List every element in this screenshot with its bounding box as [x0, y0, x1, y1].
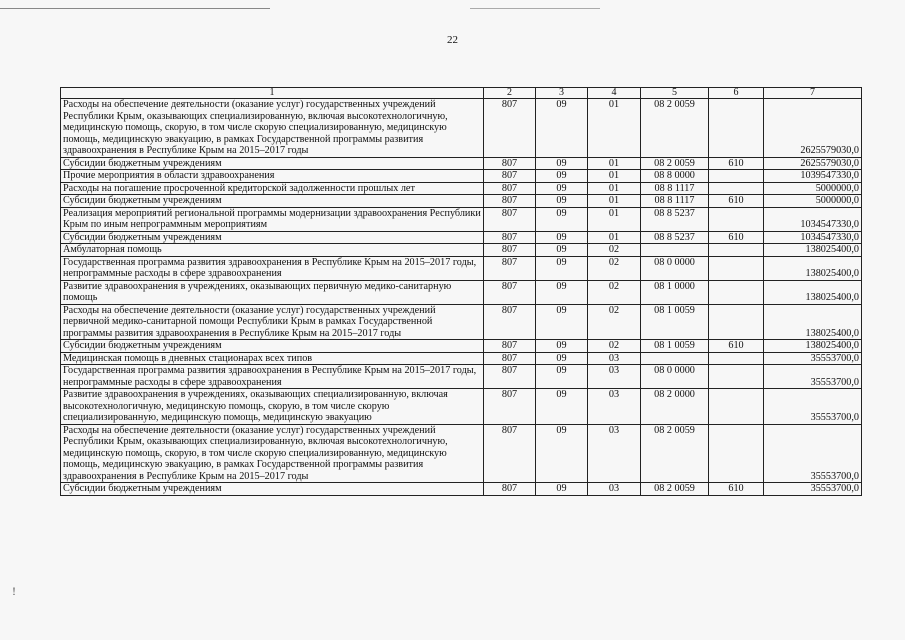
row-description: Расходы на погашение просроченной кредиторской задолженности прошлых лет: [61, 182, 484, 195]
header-col-4: 4: [588, 88, 641, 99]
row-subsection: 02: [588, 340, 641, 353]
table-row: [61, 280, 862, 304]
row-expense-type: 610: [709, 340, 764, 353]
row-subsection: 03: [588, 352, 641, 365]
row-amount: 2625579030,0: [764, 157, 862, 170]
row-amount: 35553700,0: [764, 352, 862, 365]
table-row: [61, 170, 862, 183]
row-target-item: [641, 352, 709, 365]
row-section: 09: [536, 280, 588, 304]
row-gov-code: 807: [484, 157, 536, 170]
header-col-7: 7: [764, 88, 862, 99]
row-expense-type: [709, 244, 764, 257]
row-target-item: 08 8 5237: [641, 231, 709, 244]
row-target-item: 08 8 5237: [641, 207, 709, 231]
row-amount: 5000000,0: [764, 182, 862, 195]
row-section: 09: [536, 256, 588, 280]
row-subsection: 01: [588, 99, 641, 158]
row-section: 09: [536, 170, 588, 183]
header-col-1: 1: [61, 88, 484, 99]
row-amount: 138025400,0: [764, 244, 862, 257]
row-target-item: 08 0 0000: [641, 365, 709, 389]
row-subsection: 01: [588, 231, 641, 244]
row-expense-type: [709, 170, 764, 183]
row-subsection: 01: [588, 207, 641, 231]
row-target-item: 08 8 0000: [641, 170, 709, 183]
row-subsection: 02: [588, 244, 641, 257]
row-gov-code: 807: [484, 170, 536, 183]
row-subsection: 02: [588, 256, 641, 280]
table-header-row: [61, 88, 862, 99]
row-amount: 138025400,0: [764, 280, 862, 304]
row-target-item: 08 2 0000: [641, 389, 709, 425]
row-description: Расходы на обеспечение деятельности (оказание услуг) государственных учреждений Республики Крым, оказывающих специализированную, включая высокотехнологичную, медицинскую помощь, скорую, в том числе скорую специализированную, медицинскую помощь, медицинскую эвакуацию, в рамках Государственной программы развития здравоохранения в Республике Крым на 2015–2017 годы: [61, 424, 484, 483]
table-row: [61, 424, 862, 483]
row-expense-type: [709, 280, 764, 304]
row-amount: 35553700,0: [764, 424, 862, 483]
row-target-item: [641, 244, 709, 257]
row-section: 09: [536, 389, 588, 425]
row-amount: 35553700,0: [764, 389, 862, 425]
row-amount: 5000000,0: [764, 195, 862, 208]
header-col-5: 5: [641, 88, 709, 99]
row-amount: 1034547330,0: [764, 207, 862, 231]
header-col-3: 3: [536, 88, 588, 99]
row-description: Государственная программа развития здравоохранения в Республике Крым на 2015–2017 годы, непрограммные расходы в сфере здравоохранения: [61, 256, 484, 280]
row-target-item: 08 2 0059: [641, 483, 709, 496]
row-subsection: 03: [588, 389, 641, 425]
row-description: Субсидии бюджетным учреждениям: [61, 340, 484, 353]
row-expense-type: 610: [709, 231, 764, 244]
row-expense-type: 610: [709, 483, 764, 496]
row-section: 09: [536, 99, 588, 158]
header-col-6: 6: [709, 88, 764, 99]
row-subsection: 02: [588, 280, 641, 304]
row-expense-type: [709, 256, 764, 280]
row-expense-type: [709, 424, 764, 483]
row-gov-code: 807: [484, 340, 536, 353]
page-number: 22: [447, 34, 458, 46]
row-section: 09: [536, 182, 588, 195]
row-gov-code: 807: [484, 280, 536, 304]
table-row: [61, 365, 862, 389]
table-row: [61, 231, 862, 244]
row-subsection: 03: [588, 365, 641, 389]
row-expense-type: [709, 182, 764, 195]
table-row: [61, 352, 862, 365]
row-amount: 2625579030,0: [764, 99, 862, 158]
scan-artifact-mark: !: [12, 584, 16, 598]
row-section: 09: [536, 244, 588, 257]
row-target-item: 08 2 0059: [641, 424, 709, 483]
row-subsection: 01: [588, 170, 641, 183]
row-description: Субсидии бюджетным учреждениям: [61, 483, 484, 496]
row-expense-type: [709, 99, 764, 158]
row-gov-code: 807: [484, 207, 536, 231]
row-description: Расходы на обеспечение деятельности (оказание услуг) государственных учреждений первичной медико-санитарной помощи Республики Крым в рамках Государственной программы развития здравоохранения в Республике Крым на 2015–2017 годы: [61, 304, 484, 340]
row-target-item: 08 8 1117: [641, 195, 709, 208]
row-expense-type: [709, 389, 764, 425]
row-subsection: 01: [588, 157, 641, 170]
row-gov-code: 807: [484, 304, 536, 340]
row-section: 09: [536, 424, 588, 483]
row-description: Реализация мероприятий региональной программы модернизации здравоохранения Республики Крым по иным непрограммным мероприятиям: [61, 207, 484, 231]
row-gov-code: 807: [484, 424, 536, 483]
table-row: [61, 195, 862, 208]
row-section: 09: [536, 340, 588, 353]
table-row: [61, 182, 862, 195]
row-section: 09: [536, 483, 588, 496]
row-gov-code: 807: [484, 182, 536, 195]
row-gov-code: 807: [484, 99, 536, 158]
row-description: Субсидии бюджетным учреждениям: [61, 195, 484, 208]
table-row: [61, 207, 862, 231]
row-amount: 138025400,0: [764, 340, 862, 353]
row-gov-code: 807: [484, 483, 536, 496]
row-description: Развитие здравоохранения в учреждениях, оказывающих первичную медико-санитарную помощь: [61, 280, 484, 304]
row-description: Государственная программа развития здравоохранения в Республике Крым на 2015–2017 годы, непрограммные расходы в сфере здравоохранения: [61, 365, 484, 389]
row-section: 09: [536, 352, 588, 365]
row-section: 09: [536, 195, 588, 208]
row-amount: 35553700,0: [764, 365, 862, 389]
table-row: [61, 340, 862, 353]
row-description: Прочие мероприятия в области здравоохранения: [61, 170, 484, 183]
row-subsection: 01: [588, 182, 641, 195]
row-gov-code: 807: [484, 231, 536, 244]
row-target-item: 08 1 0059: [641, 304, 709, 340]
row-target-item: 08 2 0059: [641, 99, 709, 158]
row-subsection: 01: [588, 195, 641, 208]
row-description: Развитие здравоохранения в учреждениях, оказывающих специализированную, включая высокотехнологичную, медицинскую помощь, скорую, в том числе скорую специализированную, медицинскую помощь, медицинскую эвакуацию: [61, 389, 484, 425]
table-row: [61, 157, 862, 170]
row-expense-type: [709, 304, 764, 340]
table-row: [61, 244, 862, 257]
row-expense-type: 610: [709, 195, 764, 208]
row-target-item: 08 1 0059: [641, 340, 709, 353]
row-amount: 1039547330,0: [764, 170, 862, 183]
row-gov-code: 807: [484, 389, 536, 425]
row-target-item: 08 1 0000: [641, 280, 709, 304]
row-description: Расходы на обеспечение деятельности (оказание услуг) государственных учреждений Республики Крым, оказывающих специализированную, включая высокотехнологичную, медицинскую помощь, скорую, в том числе скорую специализированную, медицинскую помощь, медицинскую эвакуацию, в рамках Государственной программы развития здравоохранения в Республике Крым на 2015–2017 годы: [61, 99, 484, 158]
row-expense-type: [709, 352, 764, 365]
row-gov-code: 807: [484, 365, 536, 389]
row-gov-code: 807: [484, 352, 536, 365]
table-row: [61, 304, 862, 340]
row-gov-code: 807: [484, 244, 536, 257]
row-target-item: 08 2 0059: [641, 157, 709, 170]
row-description: Субсидии бюджетным учреждениям: [61, 231, 484, 244]
row-section: 09: [536, 207, 588, 231]
row-expense-type: [709, 365, 764, 389]
row-subsection: 03: [588, 424, 641, 483]
row-section: 09: [536, 157, 588, 170]
row-description: Субсидии бюджетным учреждениям: [61, 157, 484, 170]
table-row: [61, 256, 862, 280]
row-subsection: 03: [588, 483, 641, 496]
row-gov-code: 807: [484, 256, 536, 280]
row-section: 09: [536, 231, 588, 244]
row-amount: 1034547330,0: [764, 231, 862, 244]
header-col-2: 2: [484, 88, 536, 99]
scan-edge-line: [0, 8, 905, 9]
row-target-item: 08 0 0000: [641, 256, 709, 280]
row-gov-code: 807: [484, 195, 536, 208]
row-description: Амбулаторная помощь: [61, 244, 484, 257]
row-amount: 138025400,0: [764, 256, 862, 280]
budget-table: [60, 87, 862, 496]
table-row: [61, 99, 862, 158]
row-amount: 35553700,0: [764, 483, 862, 496]
row-amount: 138025400,0: [764, 304, 862, 340]
row-expense-type: 610: [709, 157, 764, 170]
row-expense-type: [709, 207, 764, 231]
row-section: 09: [536, 365, 588, 389]
table-row: [61, 483, 862, 496]
row-section: 09: [536, 304, 588, 340]
row-description: Медицинская помощь в дневных стационарах всех типов: [61, 352, 484, 365]
table-row: [61, 389, 862, 425]
row-target-item: 08 8 1117: [641, 182, 709, 195]
row-subsection: 02: [588, 304, 641, 340]
